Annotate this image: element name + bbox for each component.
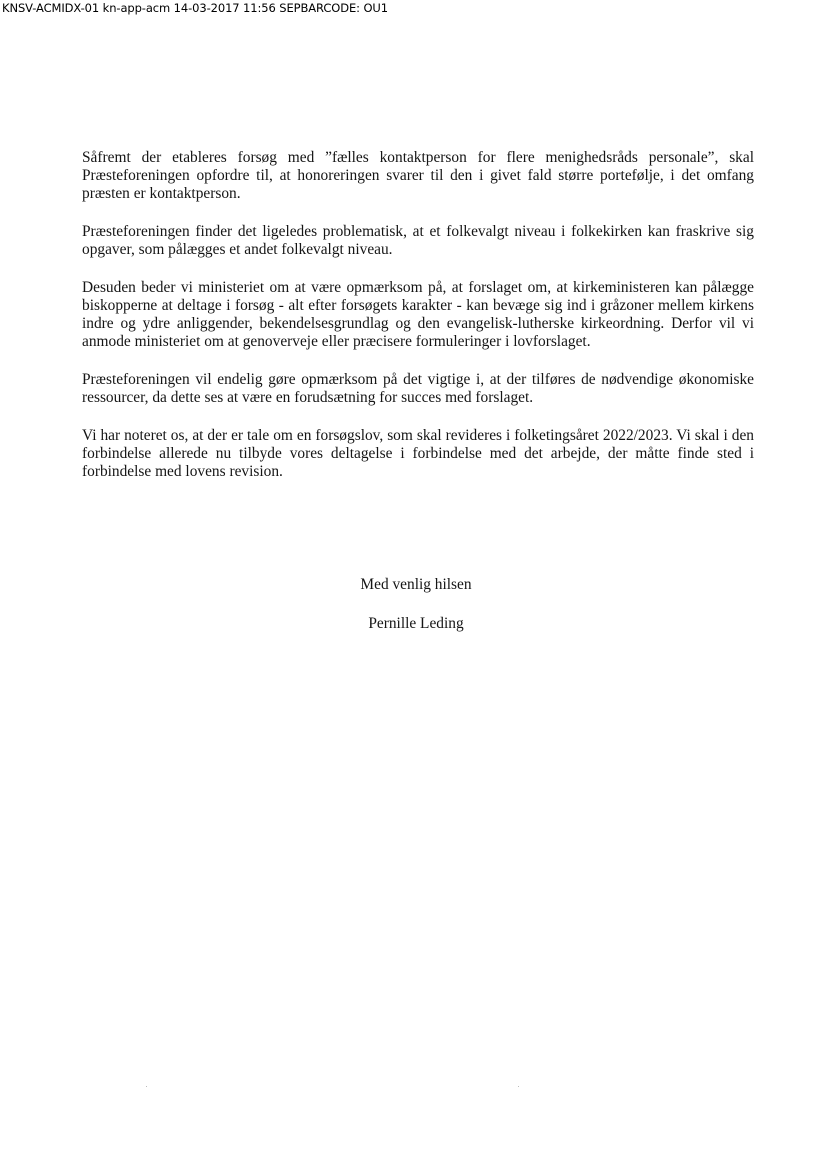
paragraph-revision: Vi har noteret os, at der er tale om en forsøgslov, som skal revideres i folketingsåret 2022/2023. Vi skal i den forbindelse allerede nu tilbyde vores deltagelse i forbindelse med det arbejde, der måtte finde sted i forbindelse med lovens revision.: [82, 427, 754, 480]
closing-greeting: Med venlig hilsen: [360, 576, 472, 593]
scan-speck: [146, 1086, 147, 1087]
scan-speck: [518, 1086, 519, 1087]
paragraph-contact-person: Såfremt der etableres forsøg med ”fælles kontaktperson for flere menighedsråds personale”, skal Præsteforeningen opfordre til, at honoreringen svarer til den i givet fald større portefølje, i det omfang præsten er kontaktperson.: [82, 149, 754, 202]
paragraph-bishops: Desuden beder vi ministeriet om at være opmærksom på, at forslaget om, at kirkeministeren kan pålægge biskopperne at deltage i forsøg - alt efter forsøgets karakter - kan bevæge sig ind i gråzoner mellem kirkens indre og ydre anliggender, bekendelsesgrundlag og den evangelisk-lutherske kirkeordning. Derfor vil vi anmode ministeriet om at genoverveje eller præcisere formuleringer i lovforslaget.: [82, 279, 754, 350]
scan-header: KNSV-ACMIDX-01 kn-app-acm 14-03-2017 11:56 SEPBARCODE: OU1: [2, 1, 388, 15]
letter-body: [82, 149, 754, 501]
paragraph-elected-levels: Præsteforeningen finder det ligeledes problematisk, at et folkevalgt niveau i folkekirken kan fraskrive sig opgaver, som pålægges et andet folkevalgt niveau.: [82, 223, 754, 258]
paragraph-resources: Præsteforeningen vil endelig gøre opmærksom på det vigtige i, at der tilføres de nødvendige økonomiske ressourcer, da dette ses at være en forudsætning for succes med forslaget.: [82, 371, 754, 406]
signer-name: Pernille Leding: [368, 615, 464, 632]
